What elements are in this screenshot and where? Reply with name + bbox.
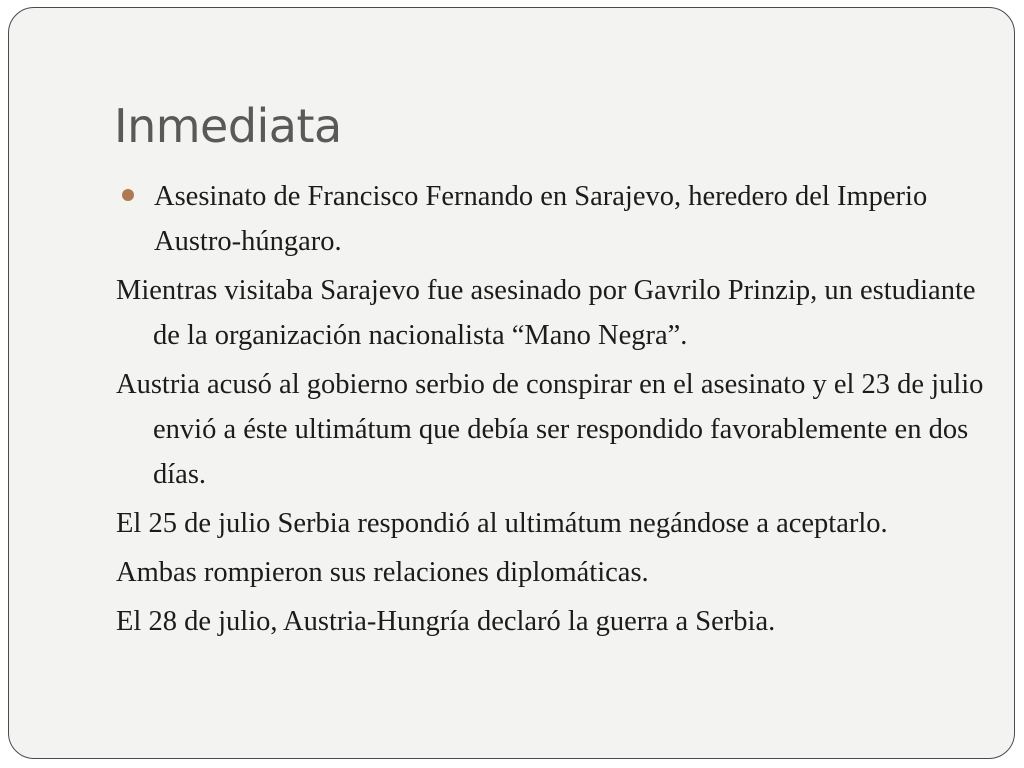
paragraph-1: Mientras visitaba Sarajevo fue asesinado por Gavrilo Prinzip, un estudiante de la organización nacionalista “Mano Negra”. xyxy=(116,275,976,351)
paragraph-3: El 25 de julio Serbia respondió al ultimátum negándose a aceptarlo. xyxy=(116,508,888,539)
slide-title: Inmediata xyxy=(114,99,342,153)
bullet-item xyxy=(116,174,986,264)
bullet-item-text: Asesinato de Francisco Fernando en Sarajevo, heredero del Imperio Austro-húngaro. xyxy=(154,181,928,257)
paragraph-4: Ambas rompieron sus relaciones diplomáticas. xyxy=(116,557,649,588)
bullet-dot-icon xyxy=(122,189,134,201)
paragraph-2: Austria acusó al gobierno serbio de conspirar en el asesinato y el 23 de julio envió a éste ultimátum que debía ser respondido favorablemente en dos días. xyxy=(116,369,984,490)
slide-content xyxy=(116,174,986,648)
paragraph-5: El 28 de julio, Austria-Hungría declaró la guerra a Serbia. xyxy=(116,606,776,637)
slide-frame xyxy=(8,7,1015,759)
